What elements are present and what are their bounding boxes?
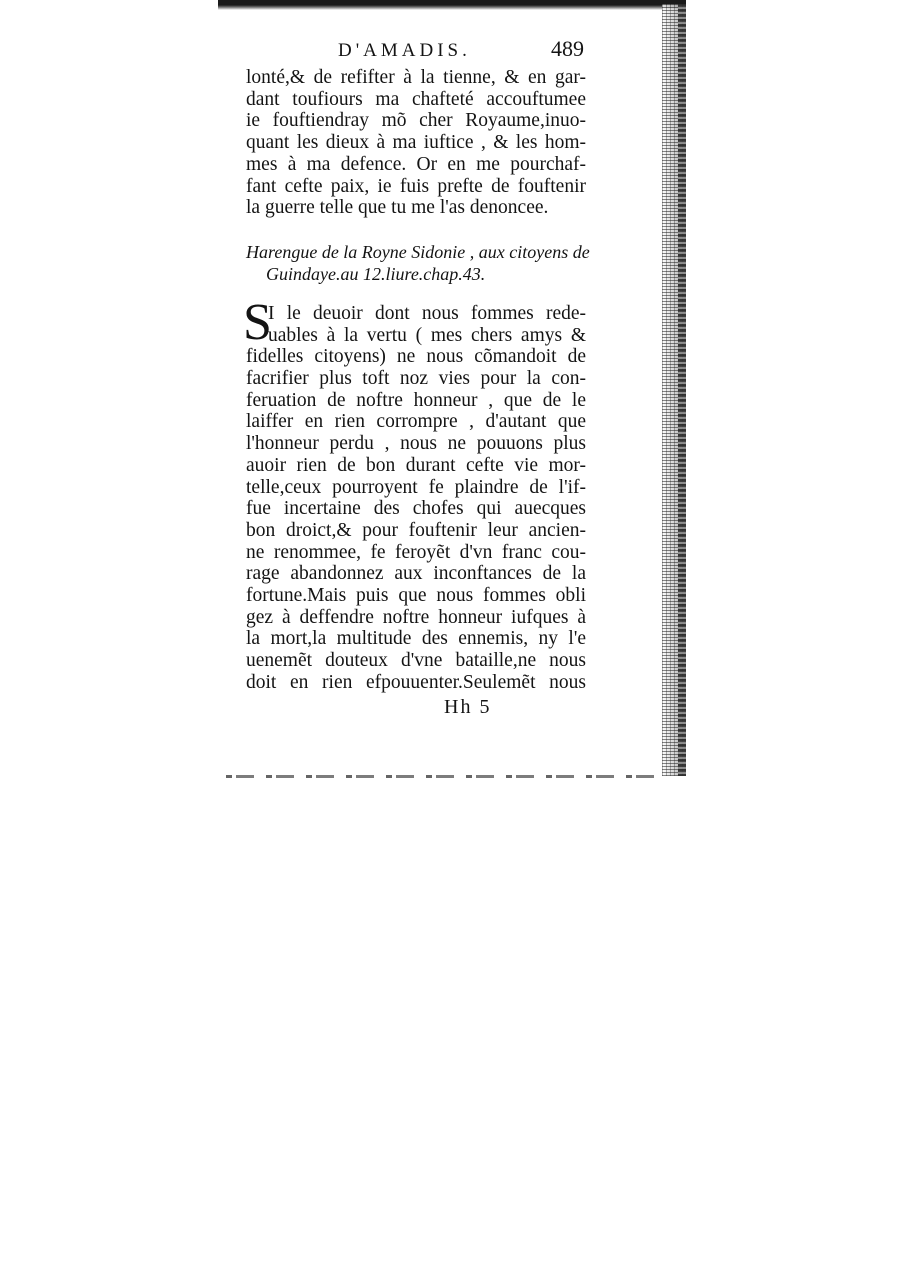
text-line: facrifier plus toft noz vies pour la con- (246, 368, 586, 390)
text-line: fortune.Mais puis que nous fommes obli (246, 585, 586, 607)
opening-paragraph (246, 67, 586, 219)
text-line: ne renommee, fe feroyẽt d'vn franc cou- (246, 541, 586, 563)
text-line: lonté,& de refifter à la tienne, & en gar- (246, 67, 586, 88)
page-number: 489 (551, 36, 584, 61)
text-line: ie fouftiendray mõ cher Royaume,inuo- (246, 110, 586, 132)
gathering-signature: Hh 5 (444, 695, 492, 718)
text-line: fant cefte paix, ie fuis prefte de fouftenir (246, 175, 586, 197)
heading-line: Guindaye.au 12.liure.chap.43. (266, 263, 486, 284)
text-line: la mort,la multitude des ennemis, ny l'e (246, 628, 586, 650)
page-top-shadow (218, 0, 686, 10)
text-line: auoir rien de bon durant cefte vie mor- (246, 454, 586, 476)
text-line: bon droict,& pour fouftenir leur ancien- (246, 519, 586, 541)
text-line: gez à deffendre noftre honneur iufques à (246, 606, 586, 628)
text-line: laiffer en rien corrompre , d'autant que (246, 411, 586, 433)
text-line: quant les dieux à ma iuftice , & les hom- (246, 132, 586, 154)
speech-opening (243, 293, 586, 351)
text-line: l'honneur perdu , nous ne pouuons plus (246, 433, 586, 455)
text-line: fue incertaine des chofes qui auecques (246, 498, 586, 520)
text-line: fidelles citoyens) ne nous cõmandoit de (246, 346, 586, 368)
text-line: doit en rien efpouuenter.Seulemẽt nous (246, 671, 586, 693)
heading-line: Harengue de la Royne Sidonie , aux citoyens de (246, 241, 590, 262)
running-head (246, 38, 586, 68)
text-line: feruation de noftre honneur , que de le (246, 389, 586, 411)
signature-line (246, 696, 586, 722)
running-title: D'AMADIS. (338, 40, 471, 61)
section-heading (246, 241, 590, 285)
text-line: rage abandonnez aux inconftances de la (246, 563, 586, 585)
text-line: la guerre telle que tu me l'as denoncee. (246, 197, 549, 219)
page-bottom-edge (226, 775, 666, 778)
text-line: I le deuoir dont nous fommes rede- (268, 302, 586, 324)
speech-paragraph (243, 293, 586, 694)
text-line: dant toufiours ma chafteté accouftumee (246, 88, 586, 110)
drop-cap: S (243, 293, 272, 351)
text-line: uables à la vertu ( mes chers amys & (268, 324, 586, 346)
text-block (243, 36, 590, 722)
book-fore-edge-shadow (678, 4, 686, 776)
text-line: mes à ma defence. Or en me pourchaf- (246, 153, 586, 175)
text-line: telle,ceux pourroyent fe plaindre de l'if- (246, 476, 586, 498)
text-line: uenemẽt douteux d'vne bataille,ne nous (246, 650, 586, 672)
